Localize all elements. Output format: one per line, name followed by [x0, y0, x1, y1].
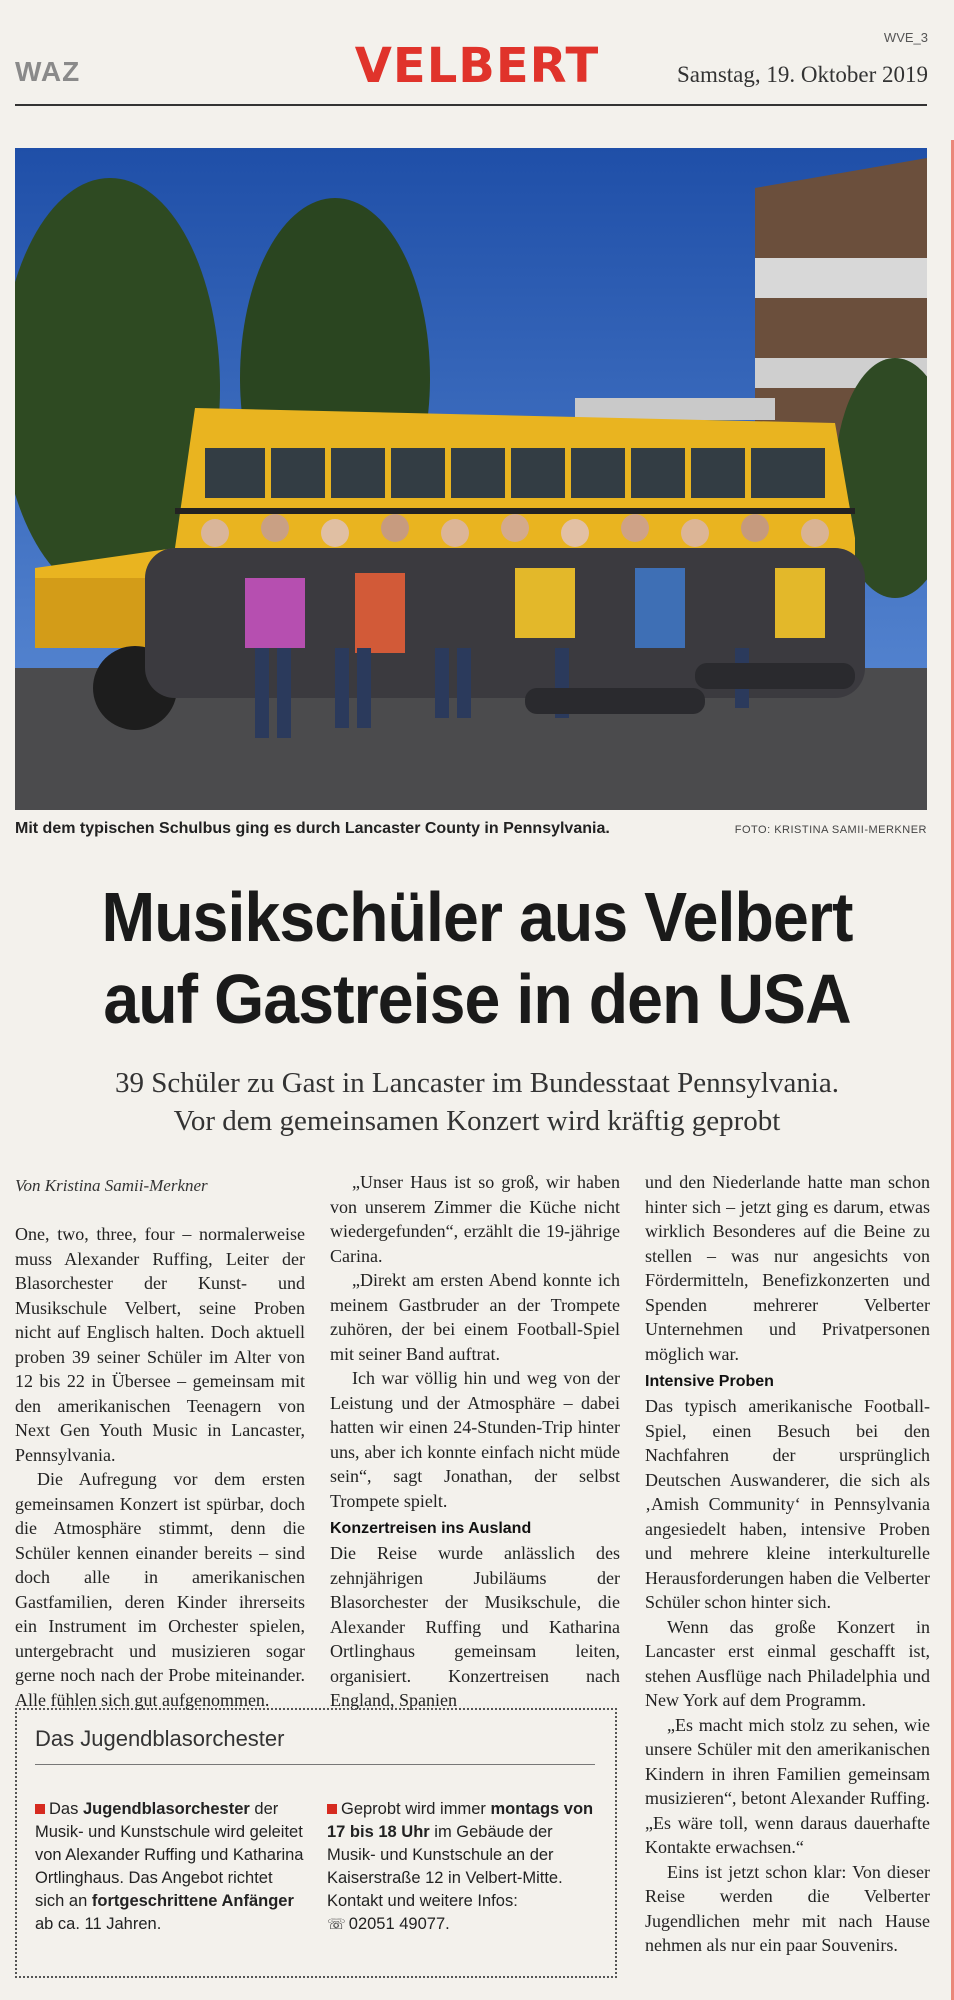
bullet-square-icon — [35, 1804, 45, 1814]
info-box — [15, 1708, 617, 1978]
headline-line-2: auf Gastreise in den USA — [103, 960, 851, 1038]
subsection-heading: Konzertreisen ins Ausland — [330, 1520, 532, 1537]
paragraph: Wenn das große Konzert in Lancaster erst einmal geschafft ist, stehen Ausflüge nach Philadelphia und New York auf dem Programm. — [645, 1616, 930, 1710]
phone-number[interactable]: 02051 49077. — [348, 1915, 450, 1933]
info-highlight: montags von 17 bis 18 Uhr — [327, 1800, 594, 1841]
info-highlight: Jugendblasorchester — [82, 1800, 250, 1818]
byline: Von Kristina Samii-Merkner — [15, 1176, 208, 1195]
info-text: ab ca. 11 Jahren. — [35, 1915, 162, 1933]
paragraph: und den Niederlande hatte man schon hinter sich – jetzt ging es darum, etwas wirklich Besonderes auf die Beine zu stellen – was nur angesichts von Fördermitteln, Benefizkonzerten und Spenden mehrerer Velberter Unternehmen und Privatpersonen möglich war. — [645, 1172, 930, 1364]
info-box-rule — [35, 1764, 595, 1765]
bullet-square-icon — [327, 1804, 337, 1814]
subheadline-line-2: Vor dem gemeinsamen Konzert wird kräftig geprobt — [173, 1105, 781, 1137]
article-subheadline — [0, 1064, 954, 1140]
page-code: WVE_3 — [883, 30, 928, 45]
article-column-2 — [330, 1170, 620, 1713]
info-text: der Musik- und Kunstschule wird geleitet von Alexander Ruffing und Katharina Ortlinghaus. Das Angebot richtet sich an — [35, 1800, 304, 1910]
info-box-title: Das Jugendblasorchester — [35, 1726, 285, 1751]
article-column-1 — [15, 1222, 305, 1712]
subsection-heading: Intensive Proben — [645, 1373, 774, 1390]
paragraph: „Direkt am ersten Abend konnte ich meinem Gastbruder an der Trompete zuhören, der bei einem Football-Spiel mit seiner Band auftrat. — [330, 1270, 620, 1364]
issue-date: Samstag, 19. Oktober 2019 — [676, 62, 928, 87]
paragraph: Die Aufregung vor dem ersten gemeinsamen Konzert ist spürbar, doch die Atmosphäre stimmt, denn die Schüler kennen einander bereits – sind doch alle in amerikanischen Gastfamilien, deren Kinder ihrerseits ein Instrument im Orchester spielen, untergebracht und musizieren sogar gerne noch nach der Probe miteinander. Alle fühlen sich gut aufgenommen. — [15, 1469, 305, 1710]
article-column-3 — [645, 1170, 930, 1958]
paragraph: „Es macht mich stolz zu sehen, wie unsere Schüler mit den amerikanischen Kindern in ihren Familien gemeinsam musizieren“, betont Alexander Ruffing. „Es wäre toll, wenn daraus dauerhafte Kontakte erwachsen.“ — [645, 1714, 930, 1857]
info-text: Das — [49, 1800, 83, 1818]
info-box-left — [35, 1798, 305, 1936]
headline-line-1: Musikschüler aus Velbert — [101, 878, 853, 956]
article-headline — [0, 876, 954, 1040]
info-text: Geprobt wird immer — [341, 1800, 491, 1818]
info-text: im Gebäude der Musik- und Kunstschule an der Kaiserstraße 12 in Velbert-Mitte. Kontakt und weitere Infos: — [327, 1823, 563, 1910]
newspaper-logo: WAZ — [15, 56, 81, 87]
paragraph: Die Reise wurde anlässlich des zehnjährigen Jubiläums der Blasorchester der Musikschule, die Alexander Ruffing und Katharina Ortlinghaus gemeinsam leiten, organisiert. Konzertreisen nach England, Spanien — [330, 1543, 620, 1710]
info-box-right — [327, 1798, 597, 1936]
photo-caption: Mit dem typischen Schulbus ging es durch Lancaster County in Pennsylvania. — [15, 820, 610, 837]
paragraph: One, two, three, four – normalerweise muss Alexander Ruffing, Leiter der Blasorchester der Kunst- und Musikschule Velbert, seine Proben nicht auf Englisch halten. Doch aktuell proben 39 seiner Schüler im Alter von 12 bis 22 in Übersee – gemeinsam mit den amerikanischen Teenagern von Next Gen Youth Music in Lancaster, Pennsylvania. — [15, 1224, 305, 1465]
paragraph: Das typisch amerikanische Football-Spiel, einen Besuch bei den Nachfahren der ursprünglich Deutschen Auswanderer, die sich als ‚Amish Community‘ in Pennsylvania angesiedelt haben, intensive Proben und mehrere kleine interkulturelle Herausforderungen haben die Velberter Schüler schon hinter sich. — [645, 1396, 930, 1612]
school-bus-group-photo — [15, 148, 927, 810]
paragraph: Eins ist jetzt schon klar: Von dieser Reise werden die Velberter Jugendlichen mehr mit nach Hause nehmen als nur ein paar Souvenirs. — [645, 1861, 930, 1955]
section-title: VELBERT — [354, 38, 600, 94]
phone-icon: ☏ — [327, 1916, 346, 1933]
subheadline-line-1: 39 Schüler zu Gast in Lancaster im Bundesstaat Pennsylvania. — [114, 1067, 840, 1099]
photo-credit: FOTO: KRISTINA SAMII-MERKNER — [734, 824, 927, 836]
article-photo — [15, 148, 927, 810]
paragraph: „Unser Haus ist so groß, wir haben von unserem Zimmer die Küche nicht wiedergefunden“, erzählt die 19-jährige Carina. — [330, 1172, 620, 1266]
info-highlight: fortgeschrittene Anfänger — [91, 1892, 294, 1910]
header-rule — [15, 104, 927, 106]
paragraph: Ich war völlig hin und weg von der Leistung und der Atmosphäre – dabei hatten wir einen 24-Stunden-Trip hinter uns, aber ich konnte einfach nicht müde sein“, sagt Jonathan, der selbst Trompete spielt. — [330, 1368, 620, 1511]
